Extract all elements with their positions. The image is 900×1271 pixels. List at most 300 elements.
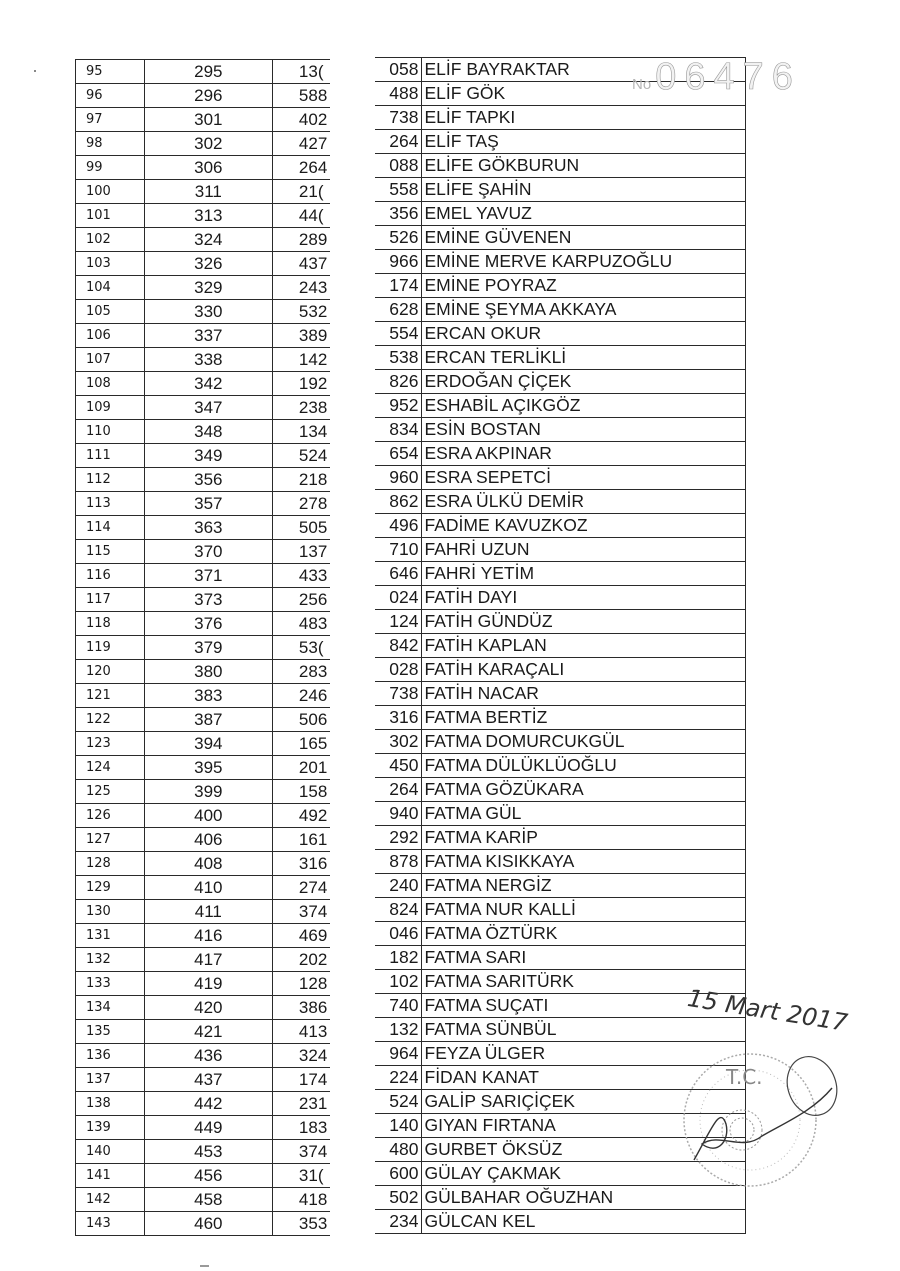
table-row (76, 852, 332, 876)
row-index: 125 (76, 780, 145, 804)
person-code: 488 (375, 82, 421, 106)
row-index: 101 (76, 204, 145, 228)
row-cut-value: 201 (272, 756, 331, 780)
person-code: 524 (375, 1090, 421, 1114)
person-code: 224 (375, 1066, 421, 1090)
person-code: 554 (375, 322, 421, 346)
list-item (375, 250, 746, 274)
row-number: 337 (144, 324, 272, 348)
row-number: 370 (144, 540, 272, 564)
table-row (76, 780, 332, 804)
table-row (76, 1020, 332, 1044)
list-item (375, 226, 746, 250)
row-index: 113 (76, 492, 145, 516)
table-row (76, 636, 332, 660)
list-item (375, 130, 746, 154)
person-name: FATMA KARİP (421, 826, 746, 850)
person-name: FATMA SUÇATI (421, 994, 746, 1018)
row-number: 302 (144, 132, 272, 156)
row-cut-value: 243 (272, 276, 331, 300)
serial-digits: 06476 (655, 56, 801, 98)
table-row (76, 180, 332, 204)
person-code: 140 (375, 1114, 421, 1138)
person-code: 502 (375, 1186, 421, 1210)
row-index: 100 (76, 180, 145, 204)
person-code: 862 (375, 490, 421, 514)
person-code: 824 (375, 898, 421, 922)
person-name: FATİH GÜNDÜZ (421, 610, 746, 634)
row-cut-value: 218 (272, 468, 331, 492)
row-index: 123 (76, 732, 145, 756)
row-index: 121 (76, 684, 145, 708)
serial-prefix: No (632, 76, 652, 93)
row-cut-value: 374 (272, 900, 331, 924)
person-name: ESRA ÜLKÜ DEMİR (421, 490, 746, 514)
row-number: 349 (144, 444, 272, 468)
row-number: 356 (144, 468, 272, 492)
table-row (76, 372, 332, 396)
person-code: 826 (375, 370, 421, 394)
row-cut-value: 246 (272, 684, 331, 708)
list-item (375, 898, 746, 922)
row-index: 109 (76, 396, 145, 420)
table-row (76, 996, 332, 1020)
person-code: 302 (375, 730, 421, 754)
table-row (76, 60, 332, 84)
row-cut-value: 192 (272, 372, 331, 396)
person-code: 628 (375, 298, 421, 322)
list-item (375, 562, 746, 586)
person-code: 600 (375, 1162, 421, 1186)
person-code: 960 (375, 466, 421, 490)
row-number: 442 (144, 1092, 272, 1116)
row-index: 104 (76, 276, 145, 300)
list-item (375, 610, 746, 634)
row-number: 383 (144, 684, 272, 708)
table-row (76, 708, 332, 732)
row-number: 400 (144, 804, 272, 828)
list-item (375, 394, 746, 418)
list-item (375, 322, 746, 346)
table-row (76, 300, 332, 324)
row-number: 326 (144, 252, 272, 276)
person-code: 292 (375, 826, 421, 850)
list-item (375, 538, 746, 562)
table-row (76, 492, 332, 516)
person-name: ESRA AKPINAR (421, 442, 746, 466)
row-cut-value: 231 (272, 1092, 331, 1116)
person-name: FATMA GÖZÜKARA (421, 778, 746, 802)
person-code: 952 (375, 394, 421, 418)
date-stamp: 15 Mart 2017 (685, 984, 850, 1037)
table-row (76, 204, 332, 228)
list-item (375, 802, 746, 826)
row-index: 103 (76, 252, 145, 276)
person-code: 024 (375, 586, 421, 610)
table-row (76, 108, 332, 132)
table-row (76, 156, 332, 180)
person-name: FATMA NERGİZ (421, 874, 746, 898)
person-name: GÜLCAN KEL (421, 1210, 746, 1234)
person-name: FATİH KARAÇALI (421, 658, 746, 682)
row-cut-value: 353 (272, 1212, 331, 1236)
person-name: FATMA BERTİZ (421, 706, 746, 730)
person-code: 240 (375, 874, 421, 898)
list-item (375, 346, 746, 370)
person-name: FATMA SÜNBÜL (421, 1018, 746, 1042)
person-name: FATMA SARITÜRK (421, 970, 746, 994)
list-item (375, 1018, 746, 1042)
person-name: FAHRİ YETİM (421, 562, 746, 586)
row-index: 129 (76, 876, 145, 900)
row-index: 98 (76, 132, 145, 156)
table-row (76, 324, 332, 348)
table-row (76, 876, 332, 900)
table-row (76, 252, 332, 276)
person-name: GÜLAY ÇAKMAK (421, 1162, 746, 1186)
row-index: 131 (76, 924, 145, 948)
table-row (76, 732, 332, 756)
list-item (375, 370, 746, 394)
row-cut-value: 389 (272, 324, 331, 348)
list-item (375, 274, 746, 298)
row-index: 112 (76, 468, 145, 492)
row-number: 347 (144, 396, 272, 420)
row-index: 136 (76, 1044, 145, 1068)
table-row (76, 972, 332, 996)
row-cut-value: 492 (272, 804, 331, 828)
person-code: 102 (375, 970, 421, 994)
person-name: ESRA SEPETCİ (421, 466, 746, 490)
person-code: 738 (375, 682, 421, 706)
row-cut-value: 137 (272, 540, 331, 564)
person-code: 088 (375, 154, 421, 178)
row-index: 124 (76, 756, 145, 780)
list-item (375, 514, 746, 538)
list-item (375, 442, 746, 466)
row-number: 329 (144, 276, 272, 300)
person-name: ERCAN TERLİKLİ (421, 346, 746, 370)
footer-mark (200, 1265, 209, 1267)
row-number: 373 (144, 588, 272, 612)
person-code: 558 (375, 178, 421, 202)
table-row (76, 660, 332, 684)
person-name: FATMA KISIKKAYA (421, 850, 746, 874)
row-number: 419 (144, 972, 272, 996)
row-cut-value: 44( (272, 204, 331, 228)
table-row (76, 828, 332, 852)
person-name: GIYAN FIRTANA (421, 1114, 746, 1138)
row-index: 133 (76, 972, 145, 996)
person-name: FATMA DOMURCUKGÜL (421, 730, 746, 754)
table-row (76, 540, 332, 564)
row-index: 110 (76, 420, 145, 444)
person-name: GALİP SARIÇİÇEK (421, 1090, 746, 1114)
list-item (375, 850, 746, 874)
left-number-table (75, 59, 331, 1236)
row-cut-value: 437 (272, 252, 331, 276)
row-number: 421 (144, 1020, 272, 1044)
table-row (76, 900, 332, 924)
person-name: FAHRİ UZUN (421, 538, 746, 562)
row-cut-value: 13( (272, 60, 331, 84)
table-row (76, 684, 332, 708)
row-cut-value: 278 (272, 492, 331, 516)
row-index: 105 (76, 300, 145, 324)
row-cut-value: 532 (272, 300, 331, 324)
row-cut-value: 505 (272, 516, 331, 540)
person-name: ESHABİL AÇIKGÖZ (421, 394, 746, 418)
row-number: 436 (144, 1044, 272, 1068)
table-row (76, 516, 332, 540)
list-item (375, 778, 746, 802)
row-cut-value: 283 (272, 660, 331, 684)
person-code: 046 (375, 922, 421, 946)
serial-number-stamp (632, 56, 801, 99)
row-index: 116 (76, 564, 145, 588)
row-number: 437 (144, 1068, 272, 1092)
list-item (375, 106, 746, 130)
row-number: 376 (144, 612, 272, 636)
list-item (375, 586, 746, 610)
person-name: ELİF TAPKI (421, 106, 746, 130)
person-name: FATMA NUR KALLİ (421, 898, 746, 922)
person-name: GÜLBAHAR OĞUZHAN (421, 1186, 746, 1210)
person-code: 526 (375, 226, 421, 250)
person-name: FEYZA ÜLGER (421, 1042, 746, 1066)
row-number: 330 (144, 300, 272, 324)
table-row (76, 84, 332, 108)
row-cut-value: 256 (272, 588, 331, 612)
person-name: ELİFE ŞAHİN (421, 178, 746, 202)
row-index: 102 (76, 228, 145, 252)
row-cut-value: 161 (272, 828, 331, 852)
row-index: 119 (76, 636, 145, 660)
table-row (76, 396, 332, 420)
person-code: 966 (375, 250, 421, 274)
person-code: 132 (375, 1018, 421, 1042)
person-name: EMİNE ŞEYMA AKKAYA (421, 298, 746, 322)
table-row (76, 420, 332, 444)
row-number: 296 (144, 84, 272, 108)
person-code: 496 (375, 514, 421, 538)
person-name: GURBET ÖKSÜZ (421, 1138, 746, 1162)
table-row (76, 948, 332, 972)
row-index: 138 (76, 1092, 145, 1116)
person-name: EMİNE GÜVENEN (421, 226, 746, 250)
list-item (375, 682, 746, 706)
table-row (76, 1212, 332, 1236)
person-code: 834 (375, 418, 421, 442)
row-index: 95 (76, 60, 145, 84)
row-number: 313 (144, 204, 272, 228)
row-index: 127 (76, 828, 145, 852)
table-row (76, 612, 332, 636)
row-cut-value: 588 (272, 84, 331, 108)
person-name: FATİH NACAR (421, 682, 746, 706)
row-number: 458 (144, 1188, 272, 1212)
list-item (375, 490, 746, 514)
person-code: 028 (375, 658, 421, 682)
table-row (76, 1164, 332, 1188)
row-cut-value: 238 (272, 396, 331, 420)
list-item (375, 178, 746, 202)
row-number: 342 (144, 372, 272, 396)
row-index: 106 (76, 324, 145, 348)
row-index: 141 (76, 1164, 145, 1188)
row-number: 387 (144, 708, 272, 732)
row-cut-value: 386 (272, 996, 331, 1020)
row-number: 338 (144, 348, 272, 372)
row-index: 143 (76, 1212, 145, 1236)
row-cut-value: 264 (272, 156, 331, 180)
person-code: 710 (375, 538, 421, 562)
row-number: 410 (144, 876, 272, 900)
row-cut-value: 524 (272, 444, 331, 468)
person-name: FATİH DAYI (421, 586, 746, 610)
table-row (76, 924, 332, 948)
row-cut-value: 469 (272, 924, 331, 948)
person-code: 940 (375, 802, 421, 826)
row-cut-value: 316 (272, 852, 331, 876)
person-code: 878 (375, 850, 421, 874)
person-name: ELİF GÖK (421, 82, 746, 106)
table-row (76, 564, 332, 588)
table-row (76, 1140, 332, 1164)
row-number: 453 (144, 1140, 272, 1164)
list-item (375, 946, 746, 970)
person-name: EMEL YAVUZ (421, 202, 746, 226)
row-cut-value: 274 (272, 876, 331, 900)
person-name: ERCAN OKUR (421, 322, 746, 346)
list-item (375, 730, 746, 754)
list-item (375, 874, 746, 898)
person-name: ESİN BOSTAN (421, 418, 746, 442)
row-index: 140 (76, 1140, 145, 1164)
row-cut-value: 128 (272, 972, 331, 996)
person-name: ELİFE GÖKBURUN (421, 154, 746, 178)
row-number: 411 (144, 900, 272, 924)
person-code: 450 (375, 754, 421, 778)
person-code: 538 (375, 346, 421, 370)
row-cut-value: 506 (272, 708, 331, 732)
row-number: 460 (144, 1212, 272, 1236)
list-item (375, 418, 746, 442)
row-index: 114 (76, 516, 145, 540)
row-number: 348 (144, 420, 272, 444)
person-name: FATMA DÜLÜKLÜOĞLU (421, 754, 746, 778)
person-code: 182 (375, 946, 421, 970)
table-row (76, 1092, 332, 1116)
row-cut-value: 183 (272, 1116, 331, 1140)
row-cut-value: 21( (272, 180, 331, 204)
person-name: ERDOĞAN ÇİÇEK (421, 370, 746, 394)
table-row (76, 588, 332, 612)
row-index: 117 (76, 588, 145, 612)
row-cut-value: 402 (272, 108, 331, 132)
person-name: EMİNE POYRAZ (421, 274, 746, 298)
person-code: 264 (375, 130, 421, 154)
row-number: 399 (144, 780, 272, 804)
list-item (375, 202, 746, 226)
row-index: 139 (76, 1116, 145, 1140)
row-number: 406 (144, 828, 272, 852)
row-cut-value: 483 (272, 612, 331, 636)
table-row (76, 1044, 332, 1068)
row-number: 363 (144, 516, 272, 540)
row-index: 130 (76, 900, 145, 924)
person-code: 174 (375, 274, 421, 298)
person-code: 842 (375, 634, 421, 658)
table-row (76, 804, 332, 828)
row-number: 408 (144, 852, 272, 876)
table-row (76, 1188, 332, 1212)
row-number: 417 (144, 948, 272, 972)
person-code: 654 (375, 442, 421, 466)
table-row (76, 444, 332, 468)
row-cut-value: 165 (272, 732, 331, 756)
seal-text: T.C. (726, 1065, 763, 1089)
row-index: 122 (76, 708, 145, 732)
row-number: 394 (144, 732, 272, 756)
row-index: 135 (76, 1020, 145, 1044)
person-name: FATMA SARI (421, 946, 746, 970)
row-index: 108 (76, 372, 145, 396)
row-number: 449 (144, 1116, 272, 1140)
person-code: 356 (375, 202, 421, 226)
row-cut-value: 289 (272, 228, 331, 252)
row-index: 97 (76, 108, 145, 132)
row-cut-value: 31( (272, 1164, 331, 1188)
row-index: 118 (76, 612, 145, 636)
row-index: 120 (76, 660, 145, 684)
row-number: 311 (144, 180, 272, 204)
row-cut-value: 413 (272, 1020, 331, 1044)
official-seal-icon (672, 1048, 842, 1198)
list-item (375, 154, 746, 178)
scan-speck (34, 70, 36, 72)
person-name: ELİF TAŞ (421, 130, 746, 154)
table-row (76, 276, 332, 300)
person-code: 058 (375, 58, 421, 82)
row-cut-value: 433 (272, 564, 331, 588)
row-number: 301 (144, 108, 272, 132)
row-cut-value: 142 (272, 348, 331, 372)
row-number: 371 (144, 564, 272, 588)
person-code: 316 (375, 706, 421, 730)
person-name: ELİF BAYRAKTAR (421, 58, 746, 82)
row-index: 107 (76, 348, 145, 372)
row-index: 128 (76, 852, 145, 876)
list-item (375, 658, 746, 682)
person-name: FATMA ÖZTÜRK (421, 922, 746, 946)
person-code: 234 (375, 1210, 421, 1234)
person-code: 124 (375, 610, 421, 634)
row-cut-value: 158 (272, 780, 331, 804)
list-item (375, 298, 746, 322)
row-index: 111 (76, 444, 145, 468)
table-row (76, 1116, 332, 1140)
row-number: 420 (144, 996, 272, 1020)
person-code: 740 (375, 994, 421, 1018)
person-code: 738 (375, 106, 421, 130)
row-number: 306 (144, 156, 272, 180)
table-row (76, 132, 332, 156)
list-item (375, 706, 746, 730)
row-cut-value: 134 (272, 420, 331, 444)
list-item (375, 826, 746, 850)
page-gap (330, 50, 375, 1245)
